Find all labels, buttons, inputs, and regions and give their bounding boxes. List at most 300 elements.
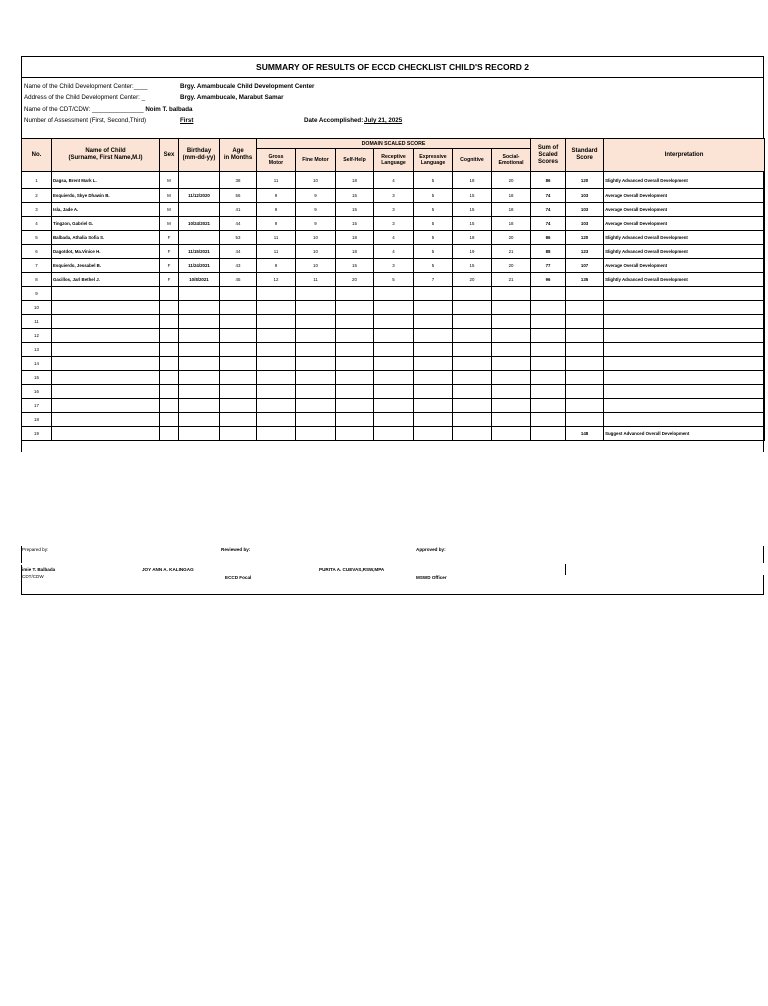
cell-name: Esquierdo, Skye Dhawin B. bbox=[52, 189, 160, 203]
cell-gross: 11 bbox=[257, 245, 296, 259]
cell-no: 9 bbox=[22, 287, 52, 301]
cell-birthday: 11/15/2021 bbox=[179, 245, 220, 259]
cell-birthday bbox=[179, 399, 220, 413]
cell-expressive bbox=[414, 357, 453, 371]
cell-gross: 9 bbox=[257, 217, 296, 231]
header-expressive bbox=[414, 149, 453, 172]
cell-gross: 11 bbox=[257, 231, 296, 245]
cell-gross: 9 bbox=[257, 259, 296, 273]
cell-expressive bbox=[414, 301, 453, 315]
table-row bbox=[22, 413, 765, 427]
cell-expressive bbox=[414, 413, 453, 427]
cell-expressive: 5 bbox=[414, 189, 453, 203]
table-row bbox=[22, 343, 765, 357]
cell-sex bbox=[160, 427, 179, 441]
cell-social bbox=[492, 427, 531, 441]
date-label: Date Accomplished: bbox=[304, 117, 364, 124]
cell-no: 4 bbox=[22, 217, 52, 231]
cell-no: 16 bbox=[22, 385, 52, 399]
cell-age bbox=[220, 371, 257, 385]
table-row bbox=[22, 273, 765, 287]
cell-name: Tingzon, Gabriel G. bbox=[52, 217, 160, 231]
cell-sex bbox=[160, 371, 179, 385]
cell-expressive: 5 bbox=[414, 259, 453, 273]
cell-standard bbox=[566, 301, 604, 315]
cell-sum bbox=[531, 343, 566, 357]
cell-expressive: 5 bbox=[414, 245, 453, 259]
prepared-label: Prepared by: bbox=[22, 547, 49, 552]
cell-social: 18 bbox=[492, 217, 531, 231]
cell-receptive bbox=[374, 385, 414, 399]
cell-interp: Average Overall Development bbox=[604, 189, 765, 203]
cell-standard bbox=[566, 315, 604, 329]
cell-receptive: 4 bbox=[374, 245, 414, 259]
cell-cognitive bbox=[453, 357, 492, 371]
cell-fine: 11 bbox=[296, 273, 336, 287]
cell-cognitive: 19 bbox=[453, 245, 492, 259]
cell-cognitive bbox=[453, 343, 492, 357]
cell-cognitive: 18 bbox=[453, 231, 492, 245]
table-row bbox=[22, 231, 765, 245]
cell-birthday bbox=[179, 343, 220, 357]
cell-gross bbox=[257, 357, 296, 371]
cell-selfhelp bbox=[336, 385, 374, 399]
cell-sum: 77 bbox=[531, 259, 566, 273]
cell-interp: Average Overall Development bbox=[604, 259, 765, 273]
cell-sum bbox=[531, 371, 566, 385]
cdt-name-label: Name of the CDT/CDW: _______________ bbox=[24, 106, 144, 113]
cell-interp: Slightly Advanced Overall Development bbox=[604, 231, 765, 245]
assessment-value: First bbox=[180, 117, 194, 124]
cell-cognitive bbox=[453, 329, 492, 343]
cell-sex bbox=[160, 301, 179, 315]
table-row bbox=[22, 301, 765, 315]
cell-age bbox=[220, 427, 257, 441]
cell-expressive bbox=[414, 329, 453, 343]
cell-sex: M bbox=[160, 203, 179, 217]
header-selfhelp: Self-Help bbox=[336, 149, 374, 172]
cell-receptive bbox=[374, 301, 414, 315]
cell-standard: 103 bbox=[566, 203, 604, 217]
cell-no: 5 bbox=[22, 231, 52, 245]
header-standard bbox=[566, 139, 604, 172]
cell-interp: Slightly Advanced Overall Development bbox=[604, 172, 765, 189]
cell-no: 15 bbox=[22, 371, 52, 385]
cell-no: 11 bbox=[22, 315, 52, 329]
footer-mid-tick bbox=[565, 564, 566, 575]
table-row bbox=[22, 259, 765, 273]
cell-interp: Slightly Advanced Overall Development bbox=[604, 273, 765, 287]
cell-receptive: 3 bbox=[374, 217, 414, 231]
cell-gross bbox=[257, 371, 296, 385]
cell-cognitive bbox=[453, 371, 492, 385]
cell-fine bbox=[296, 385, 336, 399]
reviewed-label: Reviewed by: bbox=[221, 547, 251, 552]
cell-sex bbox=[160, 413, 179, 427]
cell-fine bbox=[296, 357, 336, 371]
cell-age: 56 bbox=[220, 189, 257, 203]
cell-selfhelp bbox=[336, 427, 374, 441]
cell-selfhelp bbox=[336, 413, 374, 427]
cell-name bbox=[52, 315, 160, 329]
table-body bbox=[22, 172, 765, 441]
cell-age: 43 bbox=[220, 259, 257, 273]
cell-sum bbox=[531, 315, 566, 329]
footer-right-border-top bbox=[763, 546, 764, 563]
cell-name: Gacillos, Jarl Bethel J. bbox=[52, 273, 160, 287]
cell-sum bbox=[531, 427, 566, 441]
cell-selfhelp: 18 bbox=[336, 245, 374, 259]
cell-no: 18 bbox=[22, 413, 52, 427]
cell-gross bbox=[257, 413, 296, 427]
cell-receptive bbox=[374, 399, 414, 413]
cell-social bbox=[492, 371, 531, 385]
cell-interp bbox=[604, 399, 765, 413]
cell-sex bbox=[160, 357, 179, 371]
header-domain: DOMAIN SCALED SCORE bbox=[257, 139, 531, 149]
header-sum bbox=[531, 139, 566, 172]
cell-no: 2 bbox=[22, 189, 52, 203]
cell-standard: 103 bbox=[566, 217, 604, 231]
cell-sum: 74 bbox=[531, 203, 566, 217]
center-name-label: Name of the Child Development Center:____ bbox=[24, 83, 148, 90]
cell-social: 21 bbox=[492, 245, 531, 259]
cell-age: 38 bbox=[220, 172, 257, 189]
cell-social: 20 bbox=[492, 231, 531, 245]
header-sum-text: Sum of Scaled Scores bbox=[537, 144, 559, 165]
header-cognitive: Cognitive bbox=[453, 149, 492, 172]
cell-fine bbox=[296, 371, 336, 385]
cell-selfhelp bbox=[336, 399, 374, 413]
cell-social bbox=[492, 357, 531, 371]
cell-birthday bbox=[179, 301, 220, 315]
cell-fine: 9 bbox=[296, 189, 336, 203]
cell-cognitive: 20 bbox=[453, 273, 492, 287]
cell-gross bbox=[257, 385, 296, 399]
cell-social: 18 bbox=[492, 189, 531, 203]
cell-standard bbox=[566, 413, 604, 427]
cell-receptive bbox=[374, 343, 414, 357]
cell-fine: 10 bbox=[296, 172, 336, 189]
cell-interp: Average Overall Development bbox=[604, 217, 765, 231]
cell-social bbox=[492, 385, 531, 399]
center-address-label: Address of the Child Development Center: _ bbox=[24, 94, 146, 101]
center-address-row bbox=[24, 94, 284, 101]
cell-selfhelp: 18 bbox=[336, 231, 374, 245]
cell-interp: Slightly Advanced Overall Development bbox=[604, 245, 765, 259]
header-expressive-text: Expressive Language bbox=[419, 154, 447, 166]
cell-expressive bbox=[414, 371, 453, 385]
cell-expressive bbox=[414, 427, 453, 441]
cell-receptive: 3 bbox=[374, 259, 414, 273]
cell-standard: 135 bbox=[566, 273, 604, 287]
cell-standard bbox=[566, 329, 604, 343]
header-age-text: Age in Months bbox=[223, 148, 253, 161]
cell-name bbox=[52, 301, 160, 315]
center-name-value: Brgy. Amambucale Child Development Center bbox=[180, 83, 315, 90]
table-row bbox=[22, 315, 765, 329]
cell-sum: 86 bbox=[531, 231, 566, 245]
table-row bbox=[22, 287, 765, 301]
cell-interp bbox=[604, 329, 765, 343]
cell-age bbox=[220, 399, 257, 413]
cell-interp bbox=[604, 343, 765, 357]
cell-expressive bbox=[414, 385, 453, 399]
header-social bbox=[492, 149, 531, 172]
cell-name: Dagotdot, Ma.Vinice H. bbox=[52, 245, 160, 259]
cell-birthday: 10/24/2021 bbox=[179, 217, 220, 231]
cell-birthday bbox=[179, 287, 220, 301]
cell-age bbox=[220, 287, 257, 301]
cell-name bbox=[52, 371, 160, 385]
cell-social: 21 bbox=[492, 273, 531, 287]
cell-age bbox=[220, 329, 257, 343]
cell-cognitive bbox=[453, 413, 492, 427]
cell-sex bbox=[160, 315, 179, 329]
header-gross-text: Gross Motor bbox=[268, 154, 284, 166]
cell-sex: F bbox=[160, 259, 179, 273]
cell-standard bbox=[566, 343, 604, 357]
cell-sum: 74 bbox=[531, 189, 566, 203]
table-row bbox=[22, 329, 765, 343]
cell-standard bbox=[566, 287, 604, 301]
cell-sex: M bbox=[160, 217, 179, 231]
cell-name: Dagsa, Brent Mark L. bbox=[52, 172, 160, 189]
cell-expressive bbox=[414, 343, 453, 357]
cell-birthday: 11/24/2021 bbox=[179, 259, 220, 273]
header-gross bbox=[257, 149, 296, 172]
cell-gross bbox=[257, 427, 296, 441]
cell-sum bbox=[531, 301, 566, 315]
cell-age: 44 bbox=[220, 245, 257, 259]
cell-fine bbox=[296, 301, 336, 315]
cell-cognitive: 15 bbox=[453, 217, 492, 231]
cell-name bbox=[52, 427, 160, 441]
approver-role: MSWD Officer bbox=[416, 575, 447, 580]
cell-sex: M bbox=[160, 189, 179, 203]
reviewer-role: ECCD Focal bbox=[225, 575, 252, 580]
cell-sex: F bbox=[160, 245, 179, 259]
cell-sum: 96 bbox=[531, 273, 566, 287]
cell-no: 12 bbox=[22, 329, 52, 343]
cell-gross bbox=[257, 329, 296, 343]
cell-no: 13 bbox=[22, 343, 52, 357]
cell-sum bbox=[531, 385, 566, 399]
cell-age bbox=[220, 301, 257, 315]
cell-age: 53 bbox=[220, 231, 257, 245]
header-name bbox=[52, 139, 160, 172]
cell-birthday bbox=[179, 385, 220, 399]
table-row bbox=[22, 245, 765, 259]
cell-age bbox=[220, 413, 257, 427]
cell-birthday bbox=[179, 203, 220, 217]
cell-sum bbox=[531, 399, 566, 413]
cell-name bbox=[52, 385, 160, 399]
cell-expressive bbox=[414, 399, 453, 413]
cell-birthday bbox=[179, 231, 220, 245]
cell-fine: 10 bbox=[296, 231, 336, 245]
center-name-row bbox=[24, 83, 315, 90]
cell-cognitive: 15 bbox=[453, 203, 492, 217]
cell-expressive: 5 bbox=[414, 203, 453, 217]
cell-cognitive bbox=[453, 301, 492, 315]
cell-social bbox=[492, 329, 531, 343]
cell-interp bbox=[604, 357, 765, 371]
cell-no: 8 bbox=[22, 273, 52, 287]
date-value: July 21, 2025 bbox=[364, 117, 403, 124]
cell-expressive: 5 bbox=[414, 172, 453, 189]
cell-no: 17 bbox=[22, 399, 52, 413]
cell-birthday bbox=[179, 315, 220, 329]
cell-interp: Suggest Advanced Overall Development bbox=[604, 427, 765, 441]
cell-age: 45 bbox=[220, 273, 257, 287]
cell-social bbox=[492, 315, 531, 329]
cell-sex bbox=[160, 329, 179, 343]
cell-no: 1 bbox=[22, 172, 52, 189]
cell-expressive: 5 bbox=[414, 217, 453, 231]
cell-sex: F bbox=[160, 231, 179, 245]
cell-standard: 107 bbox=[566, 259, 604, 273]
cell-receptive bbox=[374, 371, 414, 385]
record-sheet bbox=[21, 56, 764, 452]
header-name-text: Name of Child (Surname, First Name,M.I) bbox=[68, 148, 143, 161]
cell-fine bbox=[296, 343, 336, 357]
cell-fine bbox=[296, 287, 336, 301]
cell-receptive bbox=[374, 427, 414, 441]
cell-standard: 120 bbox=[566, 172, 604, 189]
table-row bbox=[22, 203, 765, 217]
cell-receptive bbox=[374, 329, 414, 343]
cell-cognitive bbox=[453, 287, 492, 301]
cell-selfhelp: 18 bbox=[336, 172, 374, 189]
cell-sum bbox=[531, 413, 566, 427]
cell-selfhelp: 15 bbox=[336, 217, 374, 231]
cell-standard: 120 bbox=[566, 231, 604, 245]
cell-receptive: 4 bbox=[374, 172, 414, 189]
cell-selfhelp bbox=[336, 287, 374, 301]
cell-birthday bbox=[179, 413, 220, 427]
cell-sex: F bbox=[160, 273, 179, 287]
cell-gross bbox=[257, 315, 296, 329]
table-row bbox=[22, 172, 765, 189]
cell-sex bbox=[160, 385, 179, 399]
cell-selfhelp: 15 bbox=[336, 259, 374, 273]
cell-sex bbox=[160, 399, 179, 413]
cell-birthday bbox=[179, 427, 220, 441]
cell-age: 44 bbox=[220, 217, 257, 231]
table-row bbox=[22, 427, 765, 441]
cell-receptive bbox=[374, 287, 414, 301]
cell-birthday: 10/8/2021 bbox=[179, 273, 220, 287]
cell-expressive: 5 bbox=[414, 231, 453, 245]
cell-receptive bbox=[374, 315, 414, 329]
cell-birthday bbox=[179, 371, 220, 385]
assessment-label: Number of Assessment (First, Second,Third) bbox=[24, 117, 147, 124]
cell-social bbox=[492, 343, 531, 357]
cell-name: Esquierdo, Jessabel B. bbox=[52, 259, 160, 273]
cell-gross: 9 bbox=[257, 203, 296, 217]
cell-social: 20 bbox=[492, 172, 531, 189]
footer-right-border bbox=[763, 575, 764, 594]
center-address-value: Brgy. Amambucale, Marabut Samar bbox=[180, 94, 284, 101]
cell-name: Isla, Jade A. bbox=[52, 203, 160, 217]
cell-sum bbox=[531, 357, 566, 371]
preparer-role: CDT/CDW bbox=[22, 574, 44, 579]
cell-cognitive bbox=[453, 427, 492, 441]
cell-sum: 86 bbox=[531, 172, 566, 189]
header-birthday bbox=[179, 139, 220, 172]
cell-social bbox=[492, 287, 531, 301]
cell-selfhelp: 20 bbox=[336, 273, 374, 287]
cell-birthday: 11/12/2020 bbox=[179, 189, 220, 203]
cell-fine: 10 bbox=[296, 245, 336, 259]
title-divider bbox=[22, 77, 763, 78]
cell-gross bbox=[257, 399, 296, 413]
cell-selfhelp bbox=[336, 315, 374, 329]
cell-gross: 11 bbox=[257, 172, 296, 189]
cell-cognitive bbox=[453, 385, 492, 399]
cell-age bbox=[220, 357, 257, 371]
cell-fine bbox=[296, 427, 336, 441]
approver-name: PURITA A. CUEVAS,RSW,MPA bbox=[319, 567, 385, 572]
cell-standard: 123 bbox=[566, 245, 604, 259]
cell-fine: 9 bbox=[296, 203, 336, 217]
header-age bbox=[220, 139, 257, 172]
cell-selfhelp: 15 bbox=[336, 203, 374, 217]
header-interpretation: Interpretation bbox=[604, 139, 765, 172]
cell-fine bbox=[296, 413, 336, 427]
cell-age bbox=[220, 385, 257, 399]
header-standard-text: Standard Score bbox=[571, 148, 598, 161]
cell-fine: 9 bbox=[296, 217, 336, 231]
cell-standard bbox=[566, 385, 604, 399]
header-fine: Fine Motor bbox=[296, 149, 336, 172]
cell-gross bbox=[257, 287, 296, 301]
cell-cognitive bbox=[453, 315, 492, 329]
cell-birthday bbox=[179, 172, 220, 189]
cell-interp bbox=[604, 413, 765, 427]
cell-cognitive bbox=[453, 399, 492, 413]
cell-social bbox=[492, 399, 531, 413]
cell-standard bbox=[566, 357, 604, 371]
cell-sum: 74 bbox=[531, 217, 566, 231]
cell-fine bbox=[296, 399, 336, 413]
cell-gross bbox=[257, 343, 296, 357]
cell-name bbox=[52, 357, 160, 371]
cdt-name-value: Noim T. balbada bbox=[145, 106, 193, 113]
cell-standard bbox=[566, 399, 604, 413]
cell-birthday bbox=[179, 357, 220, 371]
cell-gross: 9 bbox=[257, 189, 296, 203]
cell-name bbox=[52, 413, 160, 427]
cell-receptive bbox=[374, 357, 414, 371]
cell-selfhelp bbox=[336, 329, 374, 343]
table-row bbox=[22, 399, 765, 413]
table-row bbox=[22, 189, 765, 203]
cell-social bbox=[492, 413, 531, 427]
cell-no: 10 bbox=[22, 301, 52, 315]
cell-sex bbox=[160, 343, 179, 357]
cell-interp bbox=[604, 385, 765, 399]
cell-sex: M bbox=[160, 172, 179, 189]
cell-age bbox=[220, 315, 257, 329]
header-no: No. bbox=[22, 139, 52, 172]
cell-sum bbox=[531, 329, 566, 343]
table-row bbox=[22, 385, 765, 399]
cell-receptive: 4 bbox=[374, 231, 414, 245]
preparer-name: imie T. Balbada bbox=[22, 567, 56, 572]
cell-fine bbox=[296, 329, 336, 343]
